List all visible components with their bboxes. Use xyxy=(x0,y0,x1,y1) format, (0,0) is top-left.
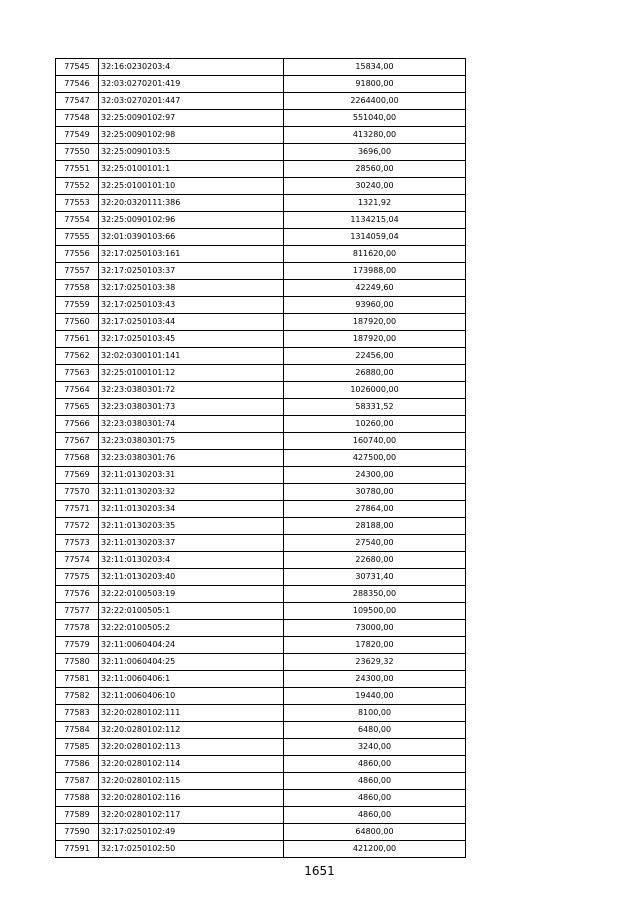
table-row xyxy=(56,416,466,433)
cadastral-number-cell: 32:23:0380301:72 xyxy=(99,382,284,399)
row-number-cell: 77547 xyxy=(56,93,99,110)
row-number-cell: 77577 xyxy=(56,603,99,620)
row-number-cell: 77571 xyxy=(56,501,99,518)
table-row xyxy=(56,433,466,450)
cadastral-number-cell: 32:22:0100505:1 xyxy=(99,603,284,620)
table-row xyxy=(56,484,466,501)
value-cell: 64800,00 xyxy=(284,824,466,841)
cadastral-number-cell: 32:17:0250102:50 xyxy=(99,841,284,858)
table-row xyxy=(56,59,466,76)
row-number-cell: 77581 xyxy=(56,671,99,688)
cadastral-number-cell: 32:11:0060406:1 xyxy=(99,671,284,688)
row-number-cell: 77550 xyxy=(56,144,99,161)
cadastral-number-cell: 32:22:0100505:2 xyxy=(99,620,284,637)
cadastral-number-cell: 32:20:0280102:116 xyxy=(99,790,284,807)
table-row xyxy=(56,671,466,688)
value-cell: 8100,00 xyxy=(284,705,466,722)
table-row xyxy=(56,331,466,348)
value-cell: 22680,00 xyxy=(284,552,466,569)
row-number-cell: 77573 xyxy=(56,535,99,552)
cadastral-number-cell: 32:11:0130203:35 xyxy=(99,518,284,535)
value-cell: 30240,00 xyxy=(284,178,466,195)
value-cell: 26880,00 xyxy=(284,365,466,382)
row-number-cell: 77562 xyxy=(56,348,99,365)
value-cell: 17820,00 xyxy=(284,637,466,654)
row-number-cell: 77569 xyxy=(56,467,99,484)
table-row xyxy=(56,178,466,195)
cadastral-number-cell: 32:25:0100101:12 xyxy=(99,365,284,382)
value-cell: 421200,00 xyxy=(284,841,466,858)
value-cell: 1314059,04 xyxy=(284,229,466,246)
table-row xyxy=(56,552,466,569)
table-row xyxy=(56,365,466,382)
value-cell: 73000,00 xyxy=(284,620,466,637)
row-number-cell: 77585 xyxy=(56,739,99,756)
table-row xyxy=(56,688,466,705)
table-row xyxy=(56,348,466,365)
value-cell: 2264400,00 xyxy=(284,93,466,110)
row-number-cell: 77567 xyxy=(56,433,99,450)
row-number-cell: 77560 xyxy=(56,314,99,331)
row-number-cell: 77558 xyxy=(56,280,99,297)
cadastral-number-cell: 32:03:0270201:419 xyxy=(99,76,284,93)
value-cell: 19440,00 xyxy=(284,688,466,705)
value-cell: 187920,00 xyxy=(284,314,466,331)
row-number-cell: 77590 xyxy=(56,824,99,841)
cadastral-number-cell: 32:25:0090102:97 xyxy=(99,110,284,127)
row-number-cell: 77576 xyxy=(56,586,99,603)
value-cell: 24300,00 xyxy=(284,467,466,484)
value-cell: 4860,00 xyxy=(284,773,466,790)
row-number-cell: 77584 xyxy=(56,722,99,739)
cadastral-number-cell: 32:25:0090102:96 xyxy=(99,212,284,229)
row-number-cell: 77546 xyxy=(56,76,99,93)
cadastral-number-cell: 32:11:0130203:40 xyxy=(99,569,284,586)
table-row xyxy=(56,824,466,841)
cadastral-number-cell: 32:17:0250103:38 xyxy=(99,280,284,297)
cadastral-number-cell: 32:20:0280102:114 xyxy=(99,756,284,773)
value-cell: 10260,00 xyxy=(284,416,466,433)
row-number-cell: 77591 xyxy=(56,841,99,858)
value-cell: 24300,00 xyxy=(284,671,466,688)
row-number-cell: 77557 xyxy=(56,263,99,280)
table-row xyxy=(56,501,466,518)
table-row xyxy=(56,790,466,807)
table-row xyxy=(56,756,466,773)
cadastral-number-cell: 32:17:0250103:44 xyxy=(99,314,284,331)
table-row xyxy=(56,705,466,722)
value-cell: 27864,00 xyxy=(284,501,466,518)
table-row xyxy=(56,246,466,263)
value-cell: 551040,00 xyxy=(284,110,466,127)
table-row xyxy=(56,399,466,416)
cadastral-number-cell: 32:17:0250102:49 xyxy=(99,824,284,841)
page-number: 1651 xyxy=(304,864,335,878)
row-number-cell: 77554 xyxy=(56,212,99,229)
value-cell: 3696,00 xyxy=(284,144,466,161)
table-row xyxy=(56,773,466,790)
cadastral-number-cell: 32:20:0280102:112 xyxy=(99,722,284,739)
row-number-cell: 77553 xyxy=(56,195,99,212)
table-row xyxy=(56,637,466,654)
row-number-cell: 77556 xyxy=(56,246,99,263)
cadastral-number-cell: 32:03:0270201:447 xyxy=(99,93,284,110)
row-number-cell: 77565 xyxy=(56,399,99,416)
cadastral-number-cell: 32:17:0250103:43 xyxy=(99,297,284,314)
cadastral-number-cell: 32:02:0300101:141 xyxy=(99,348,284,365)
table-row xyxy=(56,518,466,535)
value-cell: 91800,00 xyxy=(284,76,466,93)
table-row xyxy=(56,76,466,93)
cadastral-value-table xyxy=(55,58,466,858)
row-number-cell: 77570 xyxy=(56,484,99,501)
table-row xyxy=(56,450,466,467)
table-row xyxy=(56,722,466,739)
value-cell: 22456,00 xyxy=(284,348,466,365)
cadastral-number-cell: 32:25:0090103:5 xyxy=(99,144,284,161)
cadastral-number-cell: 32:25:0090102:98 xyxy=(99,127,284,144)
table-row xyxy=(56,314,466,331)
value-cell: 173988,00 xyxy=(284,263,466,280)
cadastral-number-cell: 32:01:0390103:66 xyxy=(99,229,284,246)
cadastral-number-cell: 32:11:0060404:25 xyxy=(99,654,284,671)
cadastral-number-cell: 32:11:0130203:37 xyxy=(99,535,284,552)
value-cell: 30780,00 xyxy=(284,484,466,501)
row-number-cell: 77555 xyxy=(56,229,99,246)
cadastral-number-cell: 32:11:0130203:34 xyxy=(99,501,284,518)
table-row xyxy=(56,654,466,671)
row-number-cell: 77583 xyxy=(56,705,99,722)
row-number-cell: 77587 xyxy=(56,773,99,790)
row-number-cell: 77589 xyxy=(56,807,99,824)
row-number-cell: 77549 xyxy=(56,127,99,144)
table-row xyxy=(56,229,466,246)
cadastral-number-cell: 32:20:0320111:386 xyxy=(99,195,284,212)
row-number-cell: 77548 xyxy=(56,110,99,127)
table-row xyxy=(56,263,466,280)
row-number-cell: 77580 xyxy=(56,654,99,671)
cadastral-number-cell: 32:23:0380301:74 xyxy=(99,416,284,433)
value-cell: 1026000,00 xyxy=(284,382,466,399)
cadastral-number-cell: 32:23:0380301:75 xyxy=(99,433,284,450)
table-row xyxy=(56,212,466,229)
row-number-cell: 77561 xyxy=(56,331,99,348)
row-number-cell: 77566 xyxy=(56,416,99,433)
table-row xyxy=(56,382,466,399)
table-row xyxy=(56,110,466,127)
cadastral-number-cell: 32:20:0280102:113 xyxy=(99,739,284,756)
value-cell: 4860,00 xyxy=(284,756,466,773)
value-cell: 1321,92 xyxy=(284,195,466,212)
table-row xyxy=(56,195,466,212)
cadastral-number-cell: 32:11:0130203:4 xyxy=(99,552,284,569)
value-cell: 28188,00 xyxy=(284,518,466,535)
value-cell: 4860,00 xyxy=(284,790,466,807)
cadastral-number-cell: 32:25:0100101:10 xyxy=(99,178,284,195)
value-cell: 28560,00 xyxy=(284,161,466,178)
value-cell: 42249,60 xyxy=(284,280,466,297)
table-row xyxy=(56,535,466,552)
cadastral-number-cell: 32:25:0100101:1 xyxy=(99,161,284,178)
row-number-cell: 77578 xyxy=(56,620,99,637)
value-cell: 187920,00 xyxy=(284,331,466,348)
value-cell: 30731,40 xyxy=(284,569,466,586)
cadastral-number-cell: 32:20:0280102:115 xyxy=(99,773,284,790)
table-row xyxy=(56,841,466,858)
table-row xyxy=(56,161,466,178)
cadastral-number-cell: 32:20:0280102:111 xyxy=(99,705,284,722)
cadastral-number-cell: 32:11:0060404:24 xyxy=(99,637,284,654)
cadastral-number-cell: 32:17:0250103:37 xyxy=(99,263,284,280)
value-cell: 1134215,04 xyxy=(284,212,466,229)
row-number-cell: 77564 xyxy=(56,382,99,399)
cadastral-number-cell: 32:23:0380301:76 xyxy=(99,450,284,467)
row-number-cell: 77551 xyxy=(56,161,99,178)
row-number-cell: 77572 xyxy=(56,518,99,535)
value-cell: 58331,52 xyxy=(284,399,466,416)
value-cell: 288350,00 xyxy=(284,586,466,603)
value-cell: 811620,00 xyxy=(284,246,466,263)
value-cell: 93960,00 xyxy=(284,297,466,314)
table-row xyxy=(56,127,466,144)
value-cell: 27540,00 xyxy=(284,535,466,552)
value-cell: 15834,00 xyxy=(284,59,466,76)
row-number-cell: 77545 xyxy=(56,59,99,76)
table-row xyxy=(56,807,466,824)
table-row xyxy=(56,144,466,161)
row-number-cell: 77575 xyxy=(56,569,99,586)
table-row xyxy=(56,569,466,586)
cadastral-number-cell: 32:20:0280102:117 xyxy=(99,807,284,824)
row-number-cell: 77568 xyxy=(56,450,99,467)
value-cell: 160740,00 xyxy=(284,433,466,450)
value-cell: 23629,32 xyxy=(284,654,466,671)
table-row xyxy=(56,280,466,297)
value-cell: 109500,00 xyxy=(284,603,466,620)
value-cell: 6480,00 xyxy=(284,722,466,739)
table-row xyxy=(56,93,466,110)
table-row xyxy=(56,297,466,314)
row-number-cell: 77579 xyxy=(56,637,99,654)
cadastral-number-cell: 32:17:0250103:161 xyxy=(99,246,284,263)
cadastral-number-cell: 32:11:0060406:10 xyxy=(99,688,284,705)
table-body xyxy=(56,59,466,858)
value-cell: 4860,00 xyxy=(284,807,466,824)
row-number-cell: 77563 xyxy=(56,365,99,382)
row-number-cell: 77586 xyxy=(56,756,99,773)
table-row xyxy=(56,467,466,484)
table-row xyxy=(56,586,466,603)
cadastral-number-cell: 32:22:0100503:19 xyxy=(99,586,284,603)
row-number-cell: 77552 xyxy=(56,178,99,195)
cadastral-number-cell: 32:11:0130203:32 xyxy=(99,484,284,501)
cadastral-number-cell: 32:11:0130203:31 xyxy=(99,467,284,484)
cadastral-number-cell: 32:17:0250103:45 xyxy=(99,331,284,348)
cadastral-number-cell: 32:16:0230203:4 xyxy=(99,59,284,76)
table-row xyxy=(56,603,466,620)
row-number-cell: 77559 xyxy=(56,297,99,314)
row-number-cell: 77582 xyxy=(56,688,99,705)
row-number-cell: 77574 xyxy=(56,552,99,569)
cadastral-number-cell: 32:23:0380301:73 xyxy=(99,399,284,416)
value-cell: 427500,00 xyxy=(284,450,466,467)
table-row xyxy=(56,620,466,637)
row-number-cell: 77588 xyxy=(56,790,99,807)
table-row xyxy=(56,739,466,756)
value-cell: 3240,00 xyxy=(284,739,466,756)
value-cell: 413280,00 xyxy=(284,127,466,144)
